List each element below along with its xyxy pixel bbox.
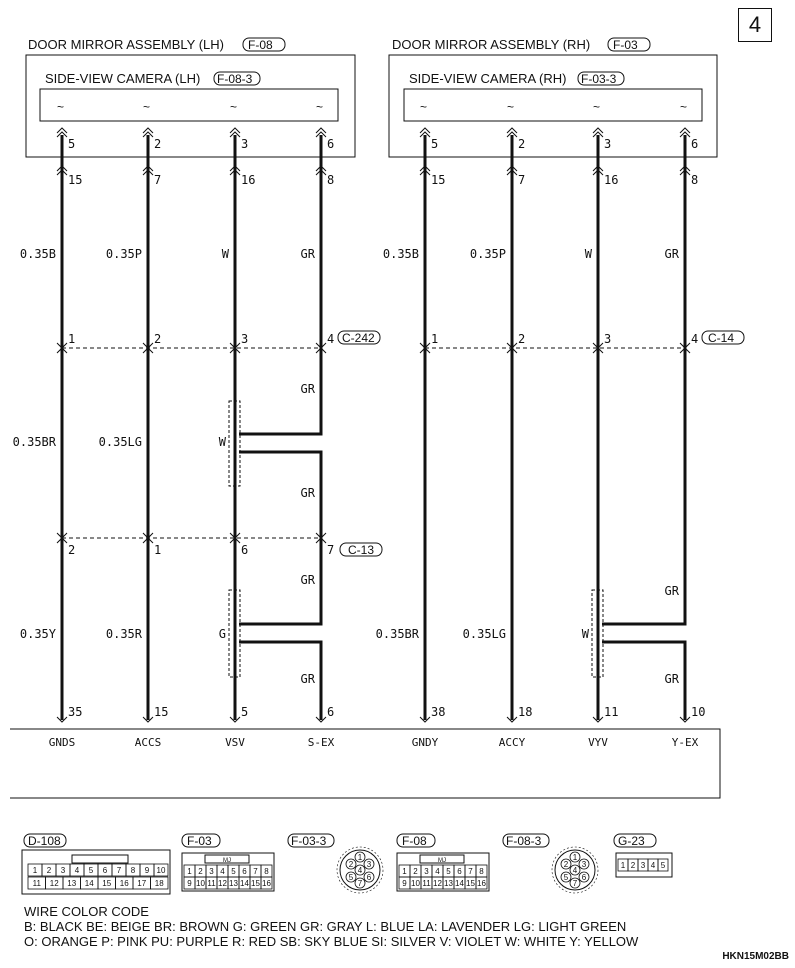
- left-camera-pin-marks: [57, 100, 323, 114]
- d108-pin-label: 8: [130, 866, 136, 875]
- right-terminal-4: Y-EX: [671, 736, 699, 749]
- f033-pin-label: 6: [366, 873, 372, 882]
- f03-pin-label: 10: [196, 879, 205, 888]
- d108-pin-label: 5: [88, 866, 94, 875]
- left-pin-c2-2: 1: [154, 543, 162, 557]
- f033-pins: [337, 847, 383, 893]
- d108-pin-label: 3: [60, 866, 66, 875]
- svg-text:~: ~: [420, 100, 428, 114]
- d108-label: D-108: [28, 834, 61, 848]
- f08-pin-label: 4: [435, 867, 440, 876]
- right-color-low-3: W: [581, 627, 589, 641]
- f083-label: F-08-3: [506, 834, 542, 848]
- left-pin-ecu-4: 6: [327, 705, 335, 719]
- left-pin-cam-4: 6: [327, 137, 335, 151]
- d108-pin-label: 1: [32, 866, 38, 875]
- left-terminal-1: GNDS: [48, 736, 76, 749]
- right-pin-ecu-3: 11: [604, 705, 619, 719]
- f083-pin-label: 7: [572, 879, 578, 888]
- f08-pin-label: 10: [411, 879, 420, 888]
- f083-pin-label: 1: [572, 853, 578, 862]
- left-color-mid-3: W: [218, 435, 226, 449]
- right-camera-box: [404, 89, 702, 121]
- left-pin-ecu-2: 15: [154, 705, 169, 719]
- f03-pin-label: 2: [198, 867, 203, 876]
- f03-pin-label: 6: [242, 867, 247, 876]
- f033-pin-label: 7: [357, 879, 363, 888]
- left-pin-c1-1: 1: [68, 332, 76, 346]
- f08-pin-label: 7: [468, 867, 473, 876]
- right-color-low-4b: GR: [664, 672, 679, 686]
- d108-pin-label: 17: [137, 879, 147, 888]
- f083-pin-label: 4: [572, 866, 578, 875]
- wire-color-legend: [24, 904, 638, 949]
- left-pin-cam-2: 2: [154, 137, 162, 151]
- left-pin-assy-4: 8: [327, 173, 335, 187]
- left-pin-c2-4: 7: [327, 543, 335, 557]
- f083-pins: [552, 847, 598, 893]
- left-camera-conn: F-08-3: [217, 72, 253, 86]
- d108-pin-label: 15: [102, 879, 112, 888]
- f03-pin-label: 11: [207, 879, 216, 888]
- right-pin-cam-3: 3: [604, 137, 612, 151]
- right-pin-ecu-2: 18: [518, 705, 533, 719]
- f03-pin-label: 5: [231, 867, 236, 876]
- svg-text:~: ~: [507, 100, 515, 114]
- right-pin-assy-4: 8: [691, 173, 699, 187]
- f083-pin-label: 5: [563, 873, 569, 882]
- f03-pin-label: 8: [264, 867, 269, 876]
- left-camera-box: [40, 89, 338, 121]
- left-terminal-2: ACCS: [134, 736, 162, 749]
- svg-text:~: ~: [593, 100, 601, 114]
- f08-pin-label: 5: [446, 867, 451, 876]
- legend-line-2: O: ORANGE P: PINK PU: PURPLE R: RED SB: SKY BLUE SI: SILVER V: VIOLET W: WHITE Y: YELLOW: [24, 934, 639, 949]
- d108-pin-label: 4: [74, 866, 80, 875]
- left-pin-assy-1: 15: [68, 173, 83, 187]
- f03-pins: [184, 865, 272, 889]
- right-pin-cam-1: 5: [431, 137, 439, 151]
- g23-pin-label: 5: [660, 861, 666, 870]
- right-pin-c1-1: 1: [431, 332, 439, 346]
- f08-pin-label: 15: [466, 879, 475, 888]
- svg-text:~: ~: [57, 100, 65, 114]
- right-harness: [376, 37, 744, 749]
- f08-pin-label: 3: [424, 867, 429, 876]
- d108-pins: [28, 864, 168, 889]
- legend-line-1: B: BLACK BE: BEIGE BR: BROWN G: GREEN GR: GRAY L: BLUE LA: LAVENDER LG: LIGHT GREEN: [24, 919, 627, 934]
- left-pin-c2-1: 2: [68, 543, 76, 557]
- f03-pin-label: 16: [262, 879, 271, 888]
- d108-pin-label: 16: [119, 879, 129, 888]
- left-assembly-title: DOOR MIRROR ASSEMBLY (LH): [28, 37, 224, 52]
- f08-pin-label: 6: [457, 867, 462, 876]
- left-terminal-3: VSV: [225, 736, 245, 749]
- left-pin-c2-3: 6: [241, 543, 249, 557]
- d108-pin-label: 2: [46, 866, 52, 875]
- d108-pin-label: 11: [32, 879, 41, 888]
- g23-label: G-23: [618, 834, 645, 848]
- f08-pin-label: 2: [413, 867, 418, 876]
- left-chevrons: [57, 128, 326, 722]
- left-color-low-2: 0.35R: [105, 627, 142, 641]
- f03-pin-label: 4: [220, 867, 225, 876]
- f033-pin-label: 2: [348, 860, 354, 869]
- left-pin-cam-3: 3: [241, 137, 249, 151]
- left-harness: [13, 37, 382, 749]
- right-assembly-title: DOOR MIRROR ASSEMBLY (RH): [392, 37, 591, 52]
- right-pin-ecu-1: 38: [431, 705, 446, 719]
- f08-pin-label: 1: [402, 867, 407, 876]
- left-pin-c1-3: 3: [241, 332, 249, 346]
- right-c1-conn: C-14: [708, 331, 735, 345]
- right-terminal-3: VYV: [588, 736, 608, 749]
- d108-pin-label: 9: [144, 866, 150, 875]
- f08-pin-label: 16: [477, 879, 486, 888]
- left-pin-c1-4: 4: [327, 332, 335, 346]
- left-color-low-1: 0.35Y: [19, 627, 56, 641]
- left-color-low-4b: GR: [300, 672, 315, 686]
- f03-pin-label: 14: [240, 879, 249, 888]
- right-color-low-4a: GR: [664, 584, 679, 598]
- f033-pin-label: 5: [348, 873, 354, 882]
- left-pin-assy-2: 7: [154, 173, 162, 187]
- svg-text:~: ~: [143, 100, 151, 114]
- page-number: 4: [738, 8, 772, 42]
- right-color-top-4: GR: [664, 247, 679, 261]
- left-pin-c1-2: 2: [154, 332, 162, 346]
- right-wire-yex-upper: [602, 135, 685, 624]
- right-assembly-conn: F-03: [613, 38, 638, 52]
- f03-pin-label: 3: [209, 867, 214, 876]
- right-camera-conn: F-03-3: [581, 72, 617, 86]
- d108-pin-label: 13: [67, 879, 77, 888]
- left-pin-ecu-3: 5: [241, 705, 249, 719]
- f08-pin-label: 13: [444, 879, 453, 888]
- f08-pin-label: 8: [479, 867, 484, 876]
- d108-pin-label: 12: [49, 879, 59, 888]
- right-pin-cam-2: 2: [518, 137, 526, 151]
- left-terminal-4: S-EX: [307, 736, 335, 749]
- right-pin-assy-2: 7: [518, 173, 526, 187]
- left-c2-conn: C-13: [348, 543, 375, 557]
- d108-pin-label: 7: [116, 866, 122, 875]
- right-color-top-2: 0.35P: [469, 247, 506, 261]
- right-terminal-1: GNDY: [411, 736, 439, 749]
- left-assembly-conn: F-08: [248, 38, 273, 52]
- left-color-low-4a: GR: [300, 573, 315, 587]
- right-pin-c1-3: 3: [604, 332, 612, 346]
- f033-pin-label: 3: [366, 860, 372, 869]
- right-pin-assy-1: 15: [431, 173, 446, 187]
- f08-pins: [399, 865, 487, 889]
- f08-pin-label: 14: [455, 879, 464, 888]
- f083-pin-label: 2: [563, 860, 569, 869]
- f03-pin-label: 15: [251, 879, 260, 888]
- d108-pin-label: 6: [102, 866, 108, 875]
- right-pin-assy-3: 16: [604, 173, 619, 187]
- f033-pin-label: 4: [357, 866, 363, 875]
- f08-pin-label: 9: [402, 879, 407, 888]
- left-pin-assy-3: 16: [241, 173, 256, 187]
- f08-pin-label: 11: [422, 879, 431, 888]
- f083-pin-label: 3: [581, 860, 587, 869]
- g23-pin-label: 4: [650, 861, 656, 870]
- left-color-low-3: G: [218, 627, 226, 641]
- f03-pin-label: 13: [229, 879, 238, 888]
- right-color-top-3: W: [584, 247, 592, 261]
- connector-views: [22, 834, 672, 894]
- f03-pin-label: 12: [218, 879, 227, 888]
- left-color-top-4: GR: [300, 247, 315, 261]
- d108-pin-label: 18: [154, 879, 164, 888]
- right-color-low-1: 0.35BR: [375, 627, 419, 641]
- f033-label: F-03-3: [291, 834, 327, 848]
- right-pin-c1-4: 4: [691, 332, 699, 346]
- svg-text:~: ~: [230, 100, 238, 114]
- ecu-box: [10, 729, 720, 798]
- f08-label: F-08: [402, 834, 427, 848]
- right-pin-ecu-4: 10: [691, 705, 706, 719]
- g23-pin-label: 2: [630, 861, 636, 870]
- left-color-top-3: W: [221, 247, 229, 261]
- right-pin-c1-2: 2: [518, 332, 526, 346]
- f03-tag: MJ: [223, 858, 231, 864]
- d108-latch: [72, 855, 128, 863]
- left-color-top-2: 0.35P: [105, 247, 142, 261]
- g23-pins: [618, 859, 668, 871]
- right-camera-title: SIDE-VIEW CAMERA (RH): [409, 71, 567, 86]
- legend-title: WIRE COLOR CODE: [24, 904, 149, 919]
- right-chevrons: [420, 128, 690, 722]
- left-pin-cam-1: 5: [68, 137, 76, 151]
- svg-text:~: ~: [680, 100, 688, 114]
- f083-pin-label: 6: [581, 873, 587, 882]
- right-color-low-2: 0.35LG: [462, 627, 506, 641]
- left-color-mid-4b: GR: [300, 486, 315, 500]
- d108-pin-label: 10: [156, 866, 166, 875]
- right-terminal-2: ACCY: [498, 736, 526, 749]
- f03-label: F-03: [187, 834, 212, 848]
- f08-pin-label: 12: [433, 879, 442, 888]
- svg-text:~: ~: [316, 100, 324, 114]
- right-color-top-1: 0.35B: [382, 247, 419, 261]
- left-color-top-1: 0.35B: [19, 247, 56, 261]
- right-pin-cam-4: 6: [691, 137, 699, 151]
- g23-pin-label: 3: [640, 861, 646, 870]
- right-camera-pin-marks: [420, 100, 687, 114]
- f033-pin-label: 1: [357, 853, 363, 862]
- left-camera-title: SIDE-VIEW CAMERA (LH): [45, 71, 201, 86]
- f03-pin-label: 7: [253, 867, 258, 876]
- f03-pin-label: 9: [187, 879, 192, 888]
- f08-tag: MJ: [438, 858, 446, 864]
- g23-pin-label: 1: [620, 861, 626, 870]
- f03-pin-label: 1: [187, 867, 192, 876]
- left-pin-ecu-1: 35: [68, 705, 83, 719]
- left-c1-conn: C-242: [342, 331, 375, 345]
- left-color-mid-2: 0.35LG: [98, 435, 142, 449]
- diagram-code: HKN15M02BB: [722, 951, 789, 962]
- left-color-mid-4a: GR: [300, 382, 315, 396]
- left-color-mid-1: 0.35BR: [12, 435, 56, 449]
- d108-pin-label: 14: [84, 879, 94, 888]
